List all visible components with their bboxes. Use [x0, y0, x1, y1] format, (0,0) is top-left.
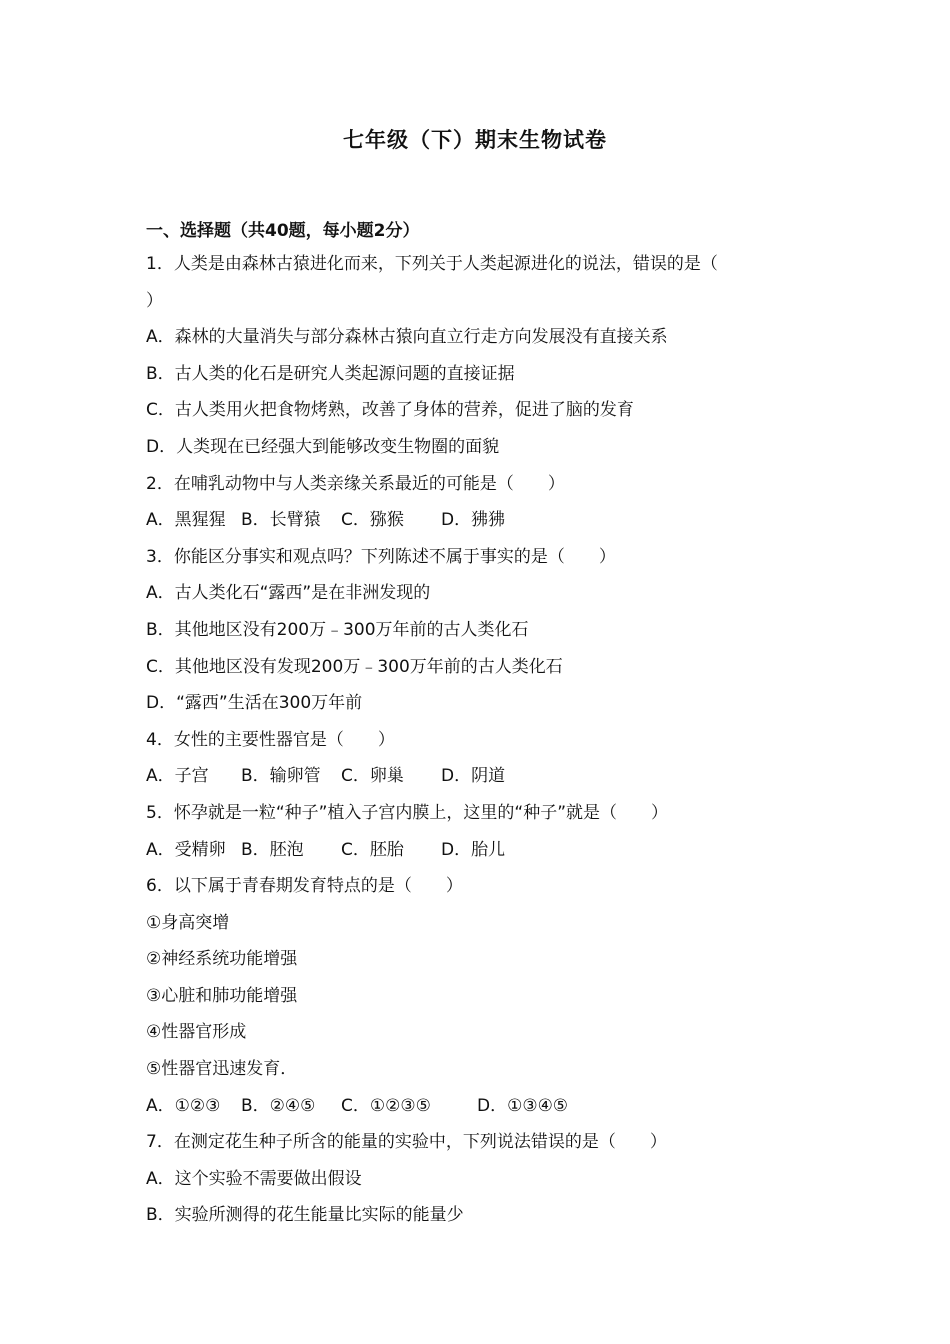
question-6-option-d: D．①③④⑤: [477, 1095, 569, 1116]
question-5-option-a: A．受精卵: [146, 839, 226, 860]
question-3-stem: 3．你能区分事实和观点吗？下列陈述不属于事实的是（ ）: [146, 546, 616, 567]
question-5-option-c: C．胚胎: [341, 839, 404, 860]
question-7-option-a: A．这个实验不需要做出假设: [146, 1168, 362, 1189]
question-6-option-c: C．①②③⑤: [341, 1095, 431, 1116]
question-1-stem-end: ）: [146, 290, 163, 311]
question-6-item-3: ③心脏和肺功能增强: [146, 985, 298, 1006]
question-4-option-c: C．卵巢: [341, 766, 404, 787]
question-4-stem: 4．女性的主要性器官是（ ）: [146, 729, 395, 750]
question-1-option-b: B．古人类的化石是研究人类起源问题的直接证据: [146, 363, 515, 384]
question-4-option-d: D．阴道: [441, 766, 506, 787]
question-5-options: [146, 838, 826, 875]
question-3-option-b: B．其他地区没有200万﹣300万年前的古人类化石: [146, 619, 529, 640]
question-6-stem: 6．以下属于青春期发育特点的是（ ）: [146, 876, 463, 897]
question-2-stem: 2．在哺乳动物中与人类亲缘关系最近的可能是（ ）: [146, 473, 565, 494]
question-5-option-d: D．胎儿: [441, 839, 506, 860]
question-6-item-1: ①身高突增: [146, 912, 230, 933]
question-list: [146, 252, 826, 1240]
question-2-option-c: C．猕猴: [341, 510, 404, 531]
question-6-option-a: A．①②③: [146, 1095, 221, 1116]
question-2-option-a: A．黑猩猩: [146, 510, 226, 531]
question-2-options: [146, 508, 826, 545]
question-6-options: [146, 1094, 826, 1131]
page-title: 七年级（下）期末生物试卷: [343, 128, 607, 152]
question-2-option-d: D．狒狒: [441, 510, 506, 531]
question-3-option-d: D．“露西”生活在300万年前: [146, 693, 363, 714]
question-1-stem: 1．人类是由森林古猿进化而来，下列关于人类起源进化的说法，错误的是（: [146, 254, 718, 274]
question-4-options: [146, 764, 826, 801]
question-1-option-d: D．人类现在已经强大到能够改变生物圈的面貌: [146, 436, 500, 457]
question-1-option-a: A．森林的大量消失与部分森林古猿向直立行走方向发展没有直接关系: [146, 327, 668, 348]
question-7-option-b: B．实验所测得的花生能量比实际的能量少: [146, 1205, 464, 1226]
question-4-option-a: A．子宫: [146, 766, 209, 787]
question-4-option-b: B．输卵管: [241, 766, 321, 787]
section-heading: 一、选择题（共40题，每小题2分）: [146, 221, 420, 241]
question-6-option-b: B．②④⑤: [241, 1095, 316, 1116]
question-6-item-2: ②神经系统功能增强: [146, 949, 298, 970]
question-5-stem: 5．怀孕就是一粒“种子”植入子宫内膜上，这里的“种子”就是（ ）: [146, 802, 669, 823]
question-6-item-5: ⑤性器官迅速发育．: [146, 1059, 298, 1080]
question-5-option-b: B．胚泡: [241, 839, 304, 860]
question-3-option-c: C．其他地区没有发现200万﹣300万年前的古人类化石: [146, 656, 563, 677]
question-1-option-c: C．古人类用火把食物烤熟，改善了身体的营养，促进了脑的发育: [146, 400, 634, 421]
question-2-option-b: B．长臂猿: [241, 510, 321, 531]
question-6-item-4: ④性器官形成: [146, 1022, 247, 1043]
question-7-stem: 7．在测定花生种子所含的能量的实验中，下列说法错误的是（ ）: [146, 1132, 667, 1153]
question-3-option-a: A．古人类化石“露西”是在非洲发现的: [146, 583, 431, 604]
